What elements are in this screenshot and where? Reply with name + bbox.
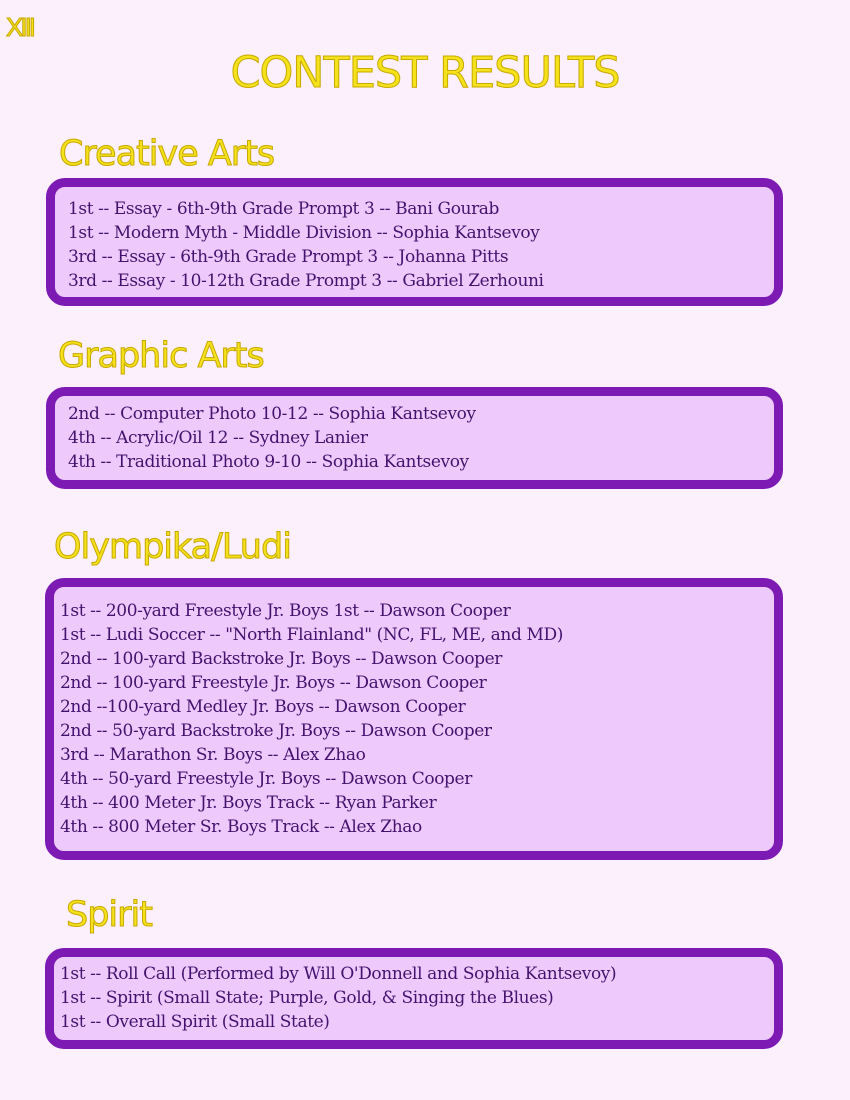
section-heading-olympika-ludi: Olympika/Ludi [54, 527, 291, 567]
result-entry: 1st -- Overall Spirit (Small State) [60, 1012, 330, 1032]
results-box-creative-arts [46, 178, 783, 306]
section-heading-graphic-arts: Graphic Arts [58, 336, 264, 376]
result-entry: 2nd -- 100-yard Freestyle Jr. Boys -- Dawson Cooper [60, 673, 487, 693]
result-entry: 3rd -- Essay - 10-12th Grade Prompt 3 -- Gabriel Zerhouni [68, 271, 544, 291]
result-entry: 2nd -- 100-yard Backstroke Jr. Boys -- Dawson Cooper [60, 649, 503, 669]
results-box-graphic-arts [46, 387, 783, 489]
page-number: XIII [6, 12, 34, 42]
result-entry: 1st -- Essay - 6th-9th Grade Prompt 3 -- Bani Gourab [68, 199, 500, 219]
result-entry: 4th -- 50-yard Freestyle Jr. Boys -- Dawson Cooper [60, 769, 472, 789]
result-entry: 4th -- Acrylic/Oil 12 -- Sydney Lanier [68, 428, 368, 448]
result-entry: 1st -- Spirit (Small State; Purple, Gold, & Singing the Blues) [60, 988, 554, 1008]
result-entry: 3rd -- Marathon Sr. Boys -- Alex Zhao [60, 745, 366, 765]
result-entry: 2nd --100-yard Medley Jr. Boys -- Dawson Cooper [60, 697, 466, 717]
result-entry: 4th -- Traditional Photo 9-10 -- Sophia Kantsevoy [68, 452, 469, 472]
result-entry: 1st -- Modern Myth - Middle Division -- Sophia Kantsevoy [68, 223, 540, 243]
results-box-spirit [45, 948, 783, 1049]
result-entry: 1st -- Roll Call (Performed by Will O'Donnell and Sophia Kantsevoy) [60, 964, 617, 984]
result-entry: 4th -- 800 Meter Sr. Boys Track -- Alex Zhao [60, 817, 422, 837]
page-title: CONTEST RESULTS [230, 48, 620, 98]
result-entry: 3rd -- Essay - 6th-9th Grade Prompt 3 -- Johanna Pitts [68, 247, 509, 267]
section-heading-creative-arts: Creative Arts [59, 134, 275, 174]
section-heading-spirit: Spirit [66, 895, 152, 935]
result-entry: 1st -- Ludi Soccer -- "North Flainland" (NC, FL, ME, and MD) [60, 625, 563, 645]
result-entry: 2nd -- 50-yard Backstroke Jr. Boys -- Dawson Cooper [60, 721, 492, 741]
result-entry: 4th -- 400 Meter Jr. Boys Track -- Ryan Parker [60, 793, 437, 813]
result-entry: 1st -- 200-yard Freestyle Jr. Boys 1st -- Dawson Cooper [60, 601, 511, 621]
result-entry: 2nd -- Computer Photo 10-12 -- Sophia Kantsevoy [68, 404, 476, 424]
results-box-olympika-ludi [45, 578, 783, 860]
